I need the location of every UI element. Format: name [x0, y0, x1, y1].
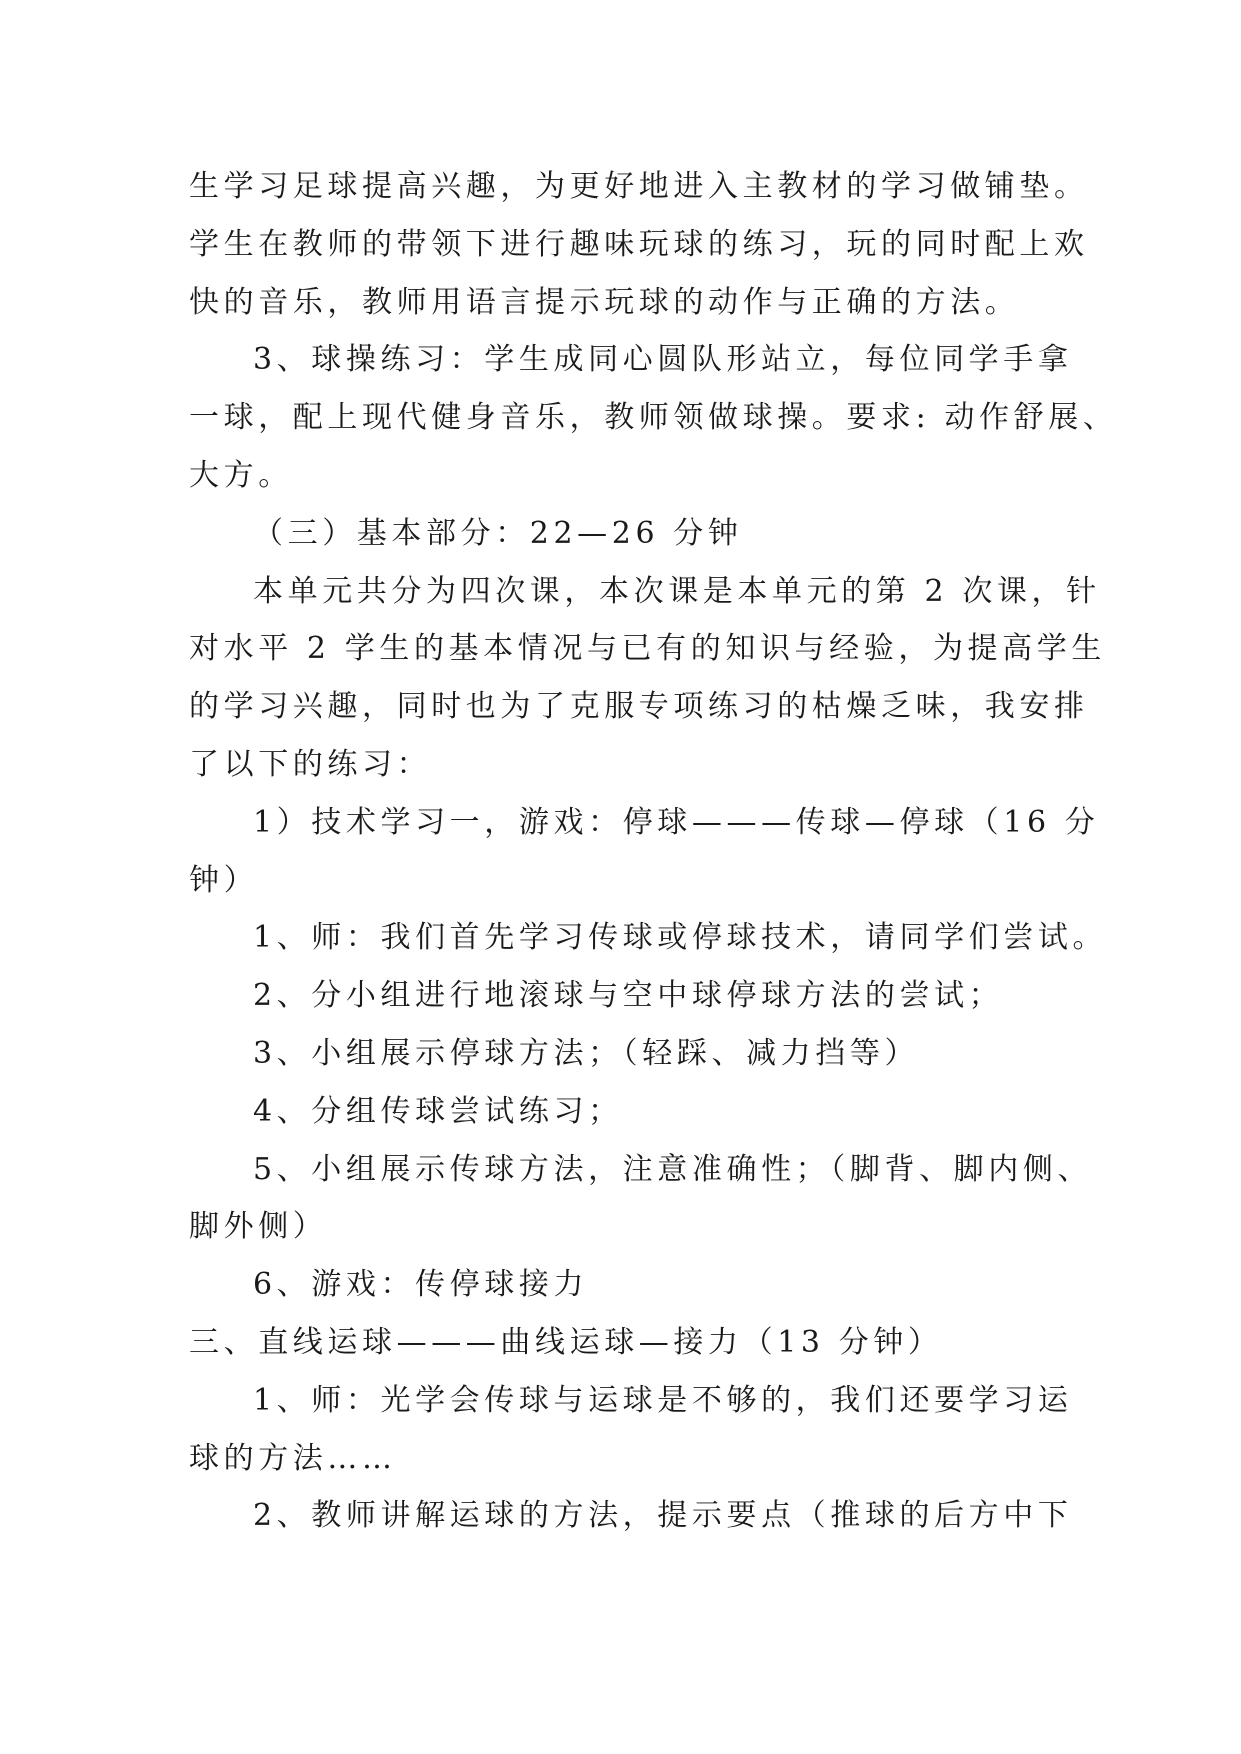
text-line: 1、师：光学会传球与运球是不够的，我们还要学习运 — [253, 1382, 1073, 1418]
document-body — [189, 158, 1118, 1545]
text-line: 4、分组传球尝试练习； — [253, 1093, 623, 1129]
text-line: 5、小组展示传球方法，注意准确性；（脚背、脚内侧、 — [253, 1151, 1093, 1187]
text-line: 的学习兴趣，同时也为了克服专项练习的枯燥乏味，我安排 — [189, 689, 1089, 725]
text-line: 一球，配上现代健身音乐，教师领做球操。要求: 动作舒展、 — [189, 400, 1118, 436]
text-line: 生学习足球提高兴趣，为更好地进入主教材的学习做铺垫。 — [189, 169, 1089, 204]
text-line: 球的方法…… — [189, 1440, 397, 1476]
text-line: 2、分小组进行地滚球与空中球停球方法的尝试； — [253, 978, 1004, 1014]
text-line: 1、师：我们首先学习传球或停球技术，请同学们尝试。 — [253, 920, 1108, 956]
text-line: 脚外侧） — [189, 1209, 328, 1245]
section-heading: （三）基本部分：22—26 分钟 — [253, 515, 743, 551]
text-line: 1）技术学习一，游戏：停球———传球—停球（16 分 — [253, 804, 1100, 840]
text-line: 3、小组展示停球方法；（轻踩、减力挡等） — [253, 1035, 920, 1071]
text-line: 对水平 2 学生的基本情况与已有的知识与经验，为提高学生 — [189, 631, 1106, 667]
text-line: 钟） — [189, 862, 259, 898]
text-line: 本单元共分为四次课，本次课是本单元的第 2 次课，针 — [253, 573, 1101, 609]
text-line: 6、游戏：传停球接力 — [253, 1267, 589, 1303]
text-line: 大方。 — [189, 457, 293, 493]
text-line: 快的音乐，教师用语言提示玩球的动作与正确的方法。 — [189, 284, 1020, 320]
text-line: 2、教师讲解运球的方法，提示要点（推球的后方中下 — [253, 1498, 1073, 1534]
text-line: 了以下的练习： — [189, 746, 432, 782]
text-line: 学生在教师的带领下进行趣味玩球的练习，玩的同时配上欢 — [189, 226, 1089, 262]
text-line: 3、球操练习：学生成同心圆队形站立，每位同学手拿 — [253, 342, 1073, 378]
section-heading: 三、直线运球———曲线运球—接力（13 分钟） — [189, 1324, 943, 1360]
